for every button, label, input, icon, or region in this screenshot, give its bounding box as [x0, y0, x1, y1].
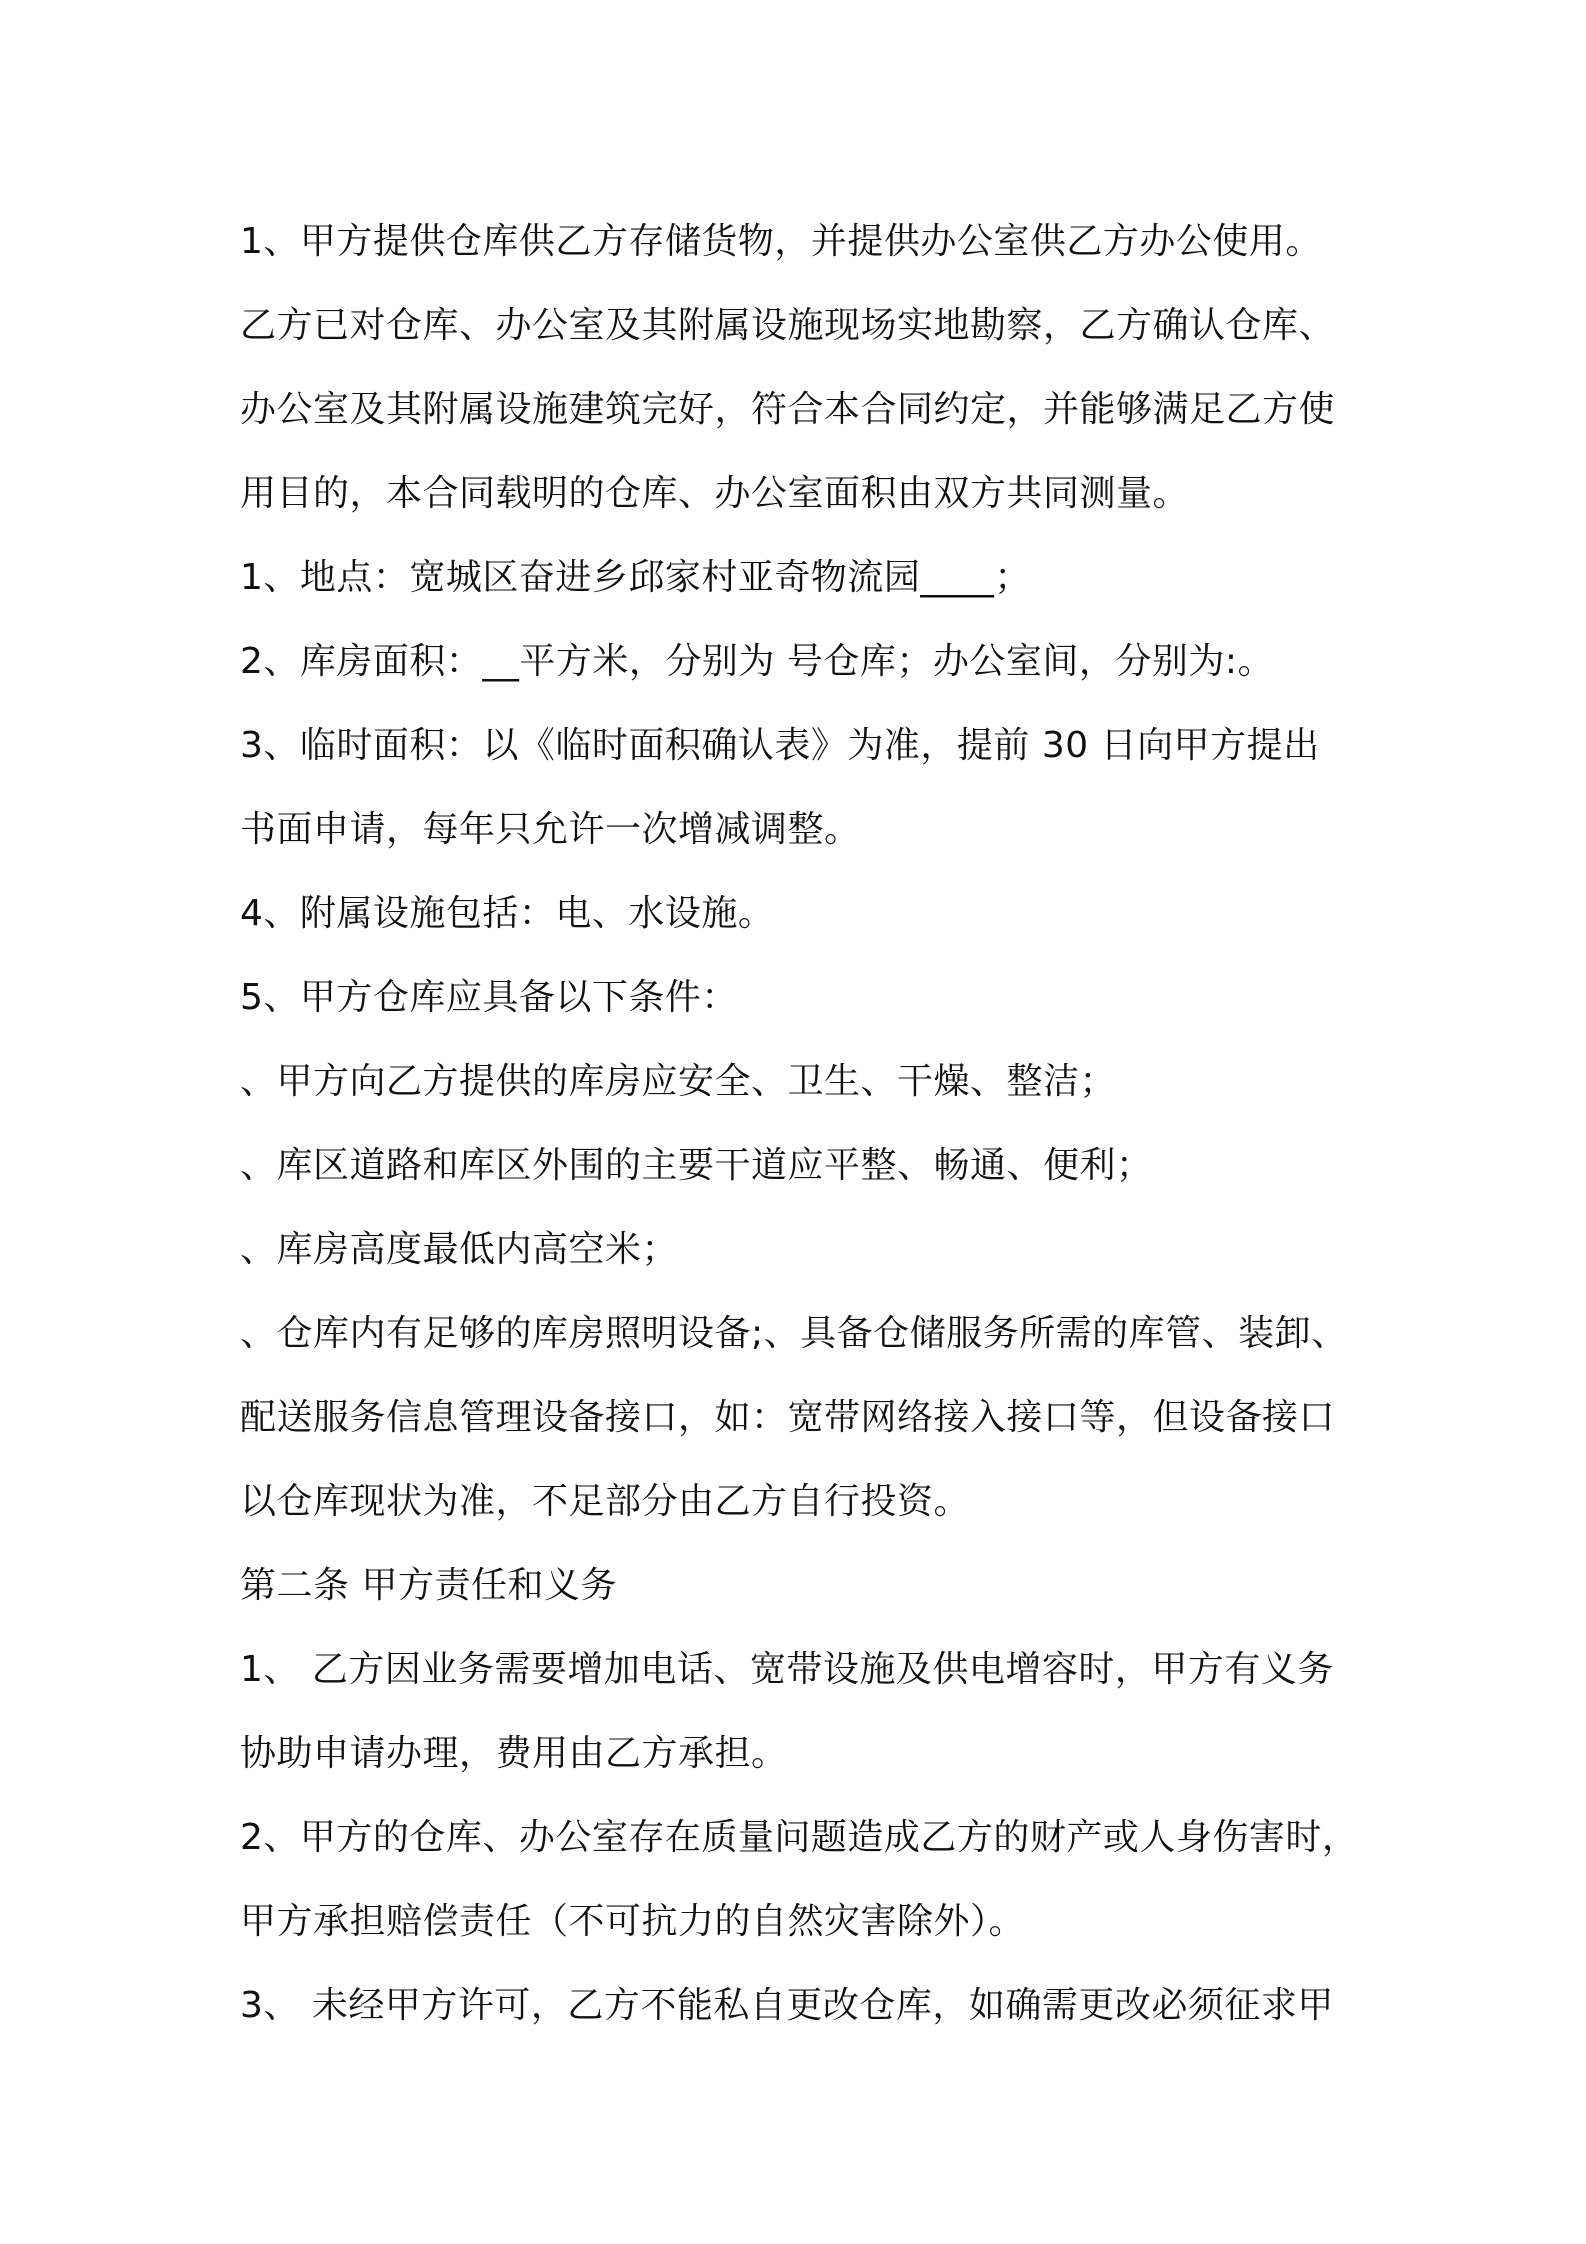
text-line: 以仓库现状为准，不足部分由乙方自行投资。	[240, 1481, 971, 1522]
text-line: 办公室及其附属设施建筑完好，符合本合同约定，并能够满足乙方使	[240, 389, 1336, 430]
text-line: 1、甲方提供仓库供乙方存储货物，并提供办公室供乙方办公使用。	[240, 221, 1322, 262]
section-heading: 第二条 甲方责任和义务	[240, 1565, 617, 1606]
text-line: 、仓库内有足够的库房照明设备;、具备仓储服务所需的库管、装卸、	[240, 1313, 1348, 1354]
text-line: 协助申请办理，费用由乙方承担。	[240, 1733, 788, 1774]
text-line: 3、临时面积：以《临时面积确认表》为准，提前 30 日向甲方提出	[240, 725, 1320, 766]
text-line: 1、地点：宽城区奋进乡邱家村亚奇物流园____；	[240, 557, 1031, 598]
text-line: 3、 未经甲方许可，乙方不能私自更改仓库，如确需更改必须征求甲	[240, 1985, 1334, 2026]
document-body	[240, 200, 1370, 2048]
text-line: 用目的，本合同载明的仓库、办公室面积由双方共同测量。	[240, 473, 1190, 514]
text-line: 、库房高度最低内高空米；	[240, 1229, 679, 1270]
text-line: 5、甲方仓库应具备以下条件：	[240, 977, 738, 1018]
text-line: 2、甲方的仓库、办公室存在质量问题造成乙方的财产或人身伤害时，	[240, 1817, 1359, 1858]
text-line: 4、附属设施包括：电、水设施。	[240, 893, 775, 934]
text-line: 、库区道路和库区外围的主要干道应平整、畅通、便利；	[240, 1145, 1153, 1186]
text-line: 甲方承担赔偿责任（不可抗力的自然灾害除外）。	[240, 1901, 1026, 1942]
text-line: 1、 乙方因业务需要增加电话、宽带设施及供电增容时，甲方有义务	[240, 1649, 1334, 1690]
text-line: 乙方已对仓库、办公室及其附属设施现场实地勘察，乙方确认仓库、	[240, 305, 1336, 346]
text-line: 配送服务信息管理设备接口，如：宽带网络接入接口等，但设备接口	[240, 1397, 1336, 1438]
text-line: 、甲方向乙方提供的库房应安全、卫生、干燥、整洁；	[240, 1061, 1117, 1102]
text-line: 书面申请，每年只允许一次增减调整。	[240, 809, 861, 850]
text-line: 2、库房面积：__平方米，分别为 号仓库；办公室间，分别为:。	[240, 641, 1274, 682]
